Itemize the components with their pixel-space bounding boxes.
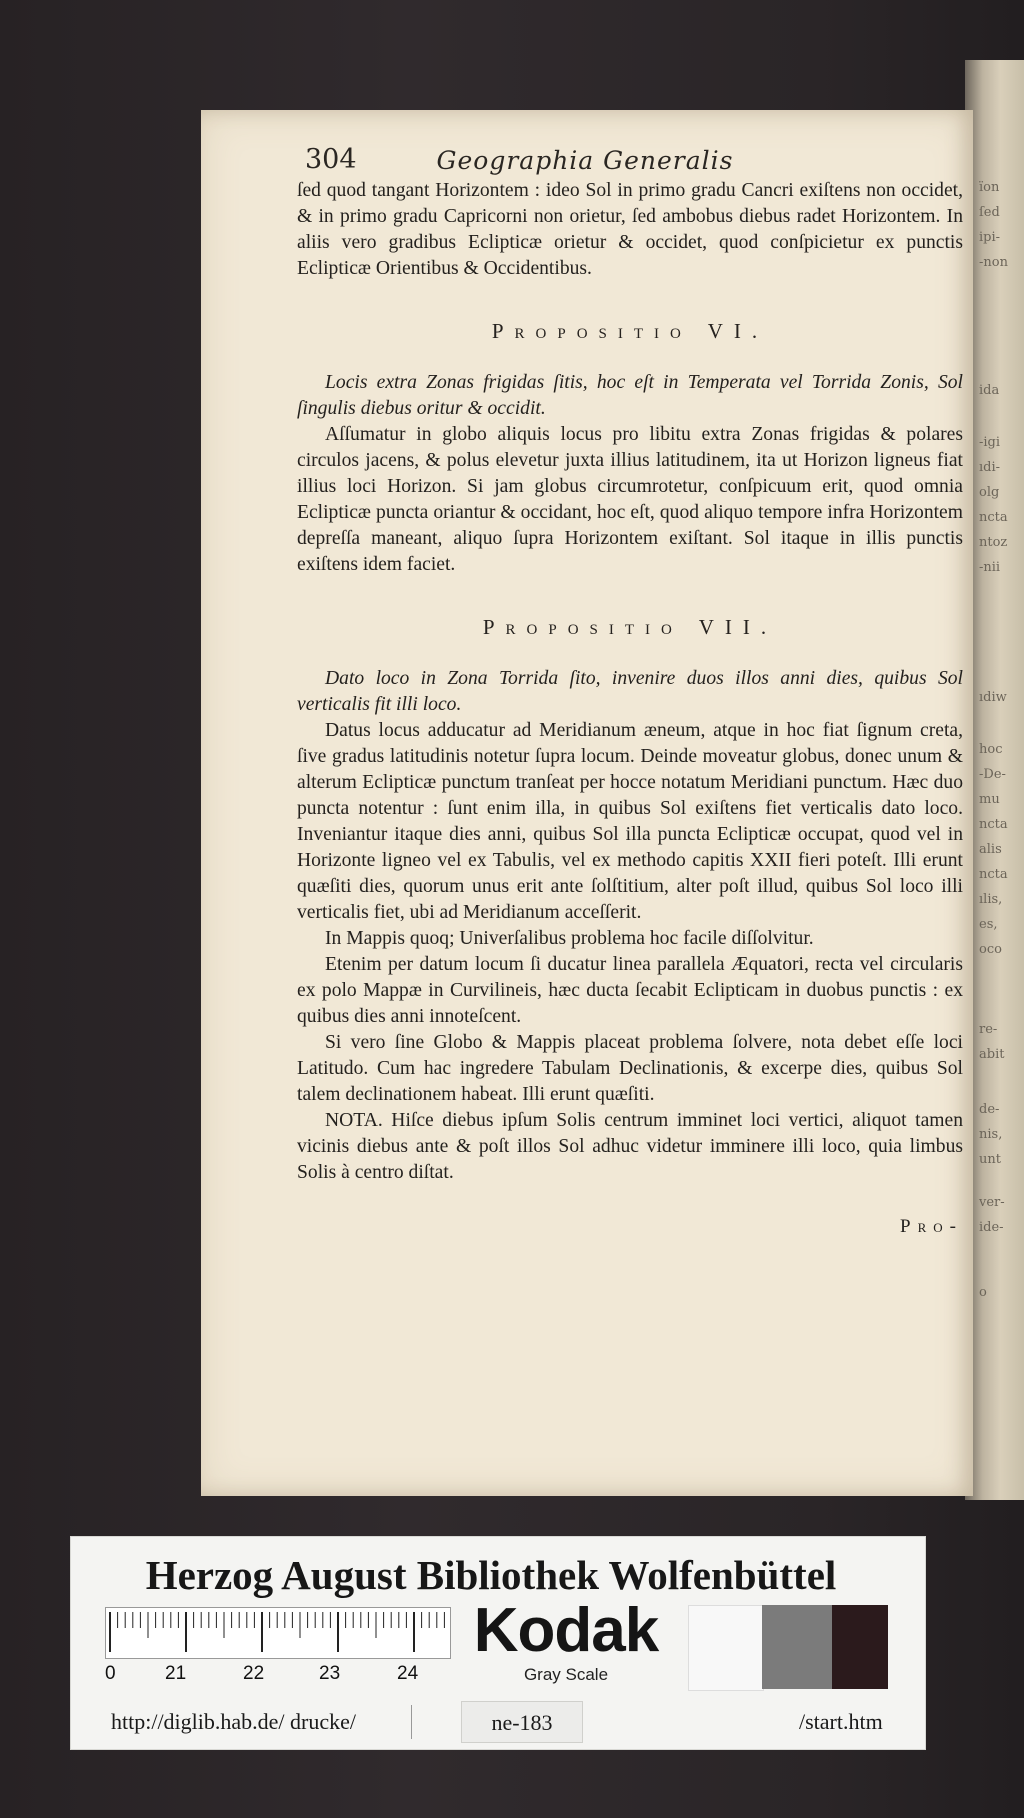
bleed-text: ida [979,383,1000,398]
bleed-text: olg [979,485,1000,500]
bleed-text: mu [979,792,1000,807]
ruler-labels [105,1663,449,1689]
measurement-ruler [105,1607,451,1659]
bleed-text: ſed [979,205,1000,220]
nota-paragraph: NOTA. Hiſce diebus ipſum Solis centrum imminet loci vertici, aliquot tamen vicinis diebus ante & poſt illos Sol adhuc videtur imminere illi loco, quia limbus Solis à centro diſtat. [297,1110,963,1183]
facing-page-edge [965,60,1024,1500]
dark-swatch [832,1605,888,1689]
color-target-card [70,1536,926,1750]
bleed-text: o [979,1285,987,1300]
bleed-text: ipi- [979,230,1001,245]
bleed-text: es, [979,917,998,932]
proposition-heading: Propositio VII. [482,615,778,639]
bleed-text: abit [979,1047,1005,1062]
proposition-statement: Dato loco in Zona Torrida ſito, invenire duos illos anni dies, quibus Sol verticalis fit illi loco. [297,668,963,715]
bleed-text: alis [979,842,1002,857]
bleed-text: hoc [979,742,1003,757]
paragraph: In Mappis quoq; Univerſalibus problema hoc facile diſſolvitur. [325,928,814,949]
url-divider [411,1705,412,1739]
gray-scale-label: Gray Scale [523,1665,609,1684]
bleed-text: ıdi- [979,460,1001,475]
url-prefix: http://diglib.hab.de/ drucke/ [111,1709,357,1734]
paragraph: Aſſumatur in globo aliquis locus pro libitu extra Zonas frigidas & polares circulos jacens, & polus elevetur juxta illius latitudinem, ita ut Horizon ligneus fiat illius loci Horizon. Si jam globus circumrotetur, conſpicuum erit, quod omnia Eclipticæ puncta oriantur & occidant, hoc eſt, quod aliquo tempore infra Horizontem depreſſa maneant, aliquo ſupra Horizontem exiſtant. Sol itaque in illis punctis exiſtens idem faciet. [297,424,963,575]
bleed-text: re- [979,1022,998,1037]
page-header [305,140,865,180]
url-id: ne-183 [491,1710,553,1735]
ruler-label: 0 [105,1663,116,1684]
ruler-label: 22 [243,1663,265,1684]
bleed-text: unt [979,1152,1001,1167]
url-id-box [461,1701,583,1743]
bleed-text: -De- [979,767,1006,782]
bleed-text: -non [979,255,1008,270]
bleed-text: -nii [979,560,1001,575]
ruler-label: 23 [319,1663,341,1684]
paragraph: Datus locus adducatur ad Meridianum æneum, atque in hoc fiat ſignum creta, ſive gradus latitudinis notetur ſupra locum. Deinde moveatur globus, donec unum & alterum Eclipticæ punctum tranſeat per hocce notatum Meridiani punctum. Hæc duo puncta notentur : ſunt enim illa, in quibus Sol exiſtens fiet verticalis dato loco. Inveniantur itaque dies anni, quibus Sol illa puncta Eclipticæ occupat, quod vel in Horizonte ligneo vel ex Tabulis, vel ex methodo capitis XXII fieri poteſt. Illi erunt quæſiti dies, quorum unus erit ante ſolſtitium, alter poſt illud, quibus Sol loco illi verticalis fiet, ubi ad Meridianum acceſſerit. [297,720,963,923]
running-head: Geographia Generalis [436,146,734,175]
bleed-text: nis, [979,1127,1003,1142]
proposition-heading: Propositio VI. [491,319,769,343]
bleed-text: oco [979,942,1002,957]
bleed-text: ıdiw [979,690,1007,705]
body-text [297,178,963,1240]
catchword: Pro- [900,1216,963,1237]
kodak-logo: Kodak [473,1596,659,1665]
proposition-statement: Locis extra Zonas frigidas ſitis, hoc eſt in Temperata vel Torrida Zonis, Sol ſingulis diebus oritur & occidit. [297,372,963,419]
page-number: 304 [305,144,357,175]
white-swatch [688,1605,764,1691]
bleed-text: ncta [979,817,1008,832]
bleed-text: ncta [979,510,1008,525]
bleed-text: ide- [979,1220,1004,1235]
url-suffix: /start.htm [799,1709,883,1734]
bleed-text: ntoz [979,535,1008,550]
bleed-text: ncta [979,867,1008,882]
paragraph: Si vero ſine Globo & Mappis placeat problema ſolvere, nota debet eſſe loci Latitudo. Cum hac ingredere Tabulam Declinationis, & excerpe dies, quibus Sol talem declinationem habeat. Illi erunt quæſiti. [297,1032,963,1105]
bleed-text: de- [979,1102,1000,1117]
bleed-text: ver- [979,1195,1005,1210]
ruler-label: 21 [165,1663,187,1684]
bleed-text: -igi [979,435,1001,450]
bleed-text: ïon [979,180,1000,195]
ruler-label: 24 [397,1663,419,1684]
library-name: Herzog August Bibliothek Wolfenbüttel [145,1552,837,1598]
gray-swatch [762,1605,832,1689]
paragraph: Etenim per datum locum ſi ducatur linea parallela Æquatori, recta vel circularis ex polo Mappæ in Curvilineis, hæc ducta ſecabit Eclipticam in duobus punctis : ex quibus dies anni innoteſcent. [297,954,963,1027]
bleed-text: ılis, [979,892,1003,907]
opening-paragraph: ſed quod tangant Horizontem : ideo Sol in primo gradu Cancri exiſtens non occidet, & in primo gradu Capricorni non orietur, ſed ambobus diebus radet Horizontem. In aliis vero gradibus Eclipticæ orietur & occidet, quod conſpicietur ex punctis Eclipticæ Orientibus & Occidentibus. [297,180,963,279]
book-page [201,110,973,1496]
ruler-ticks [106,1608,450,1658]
